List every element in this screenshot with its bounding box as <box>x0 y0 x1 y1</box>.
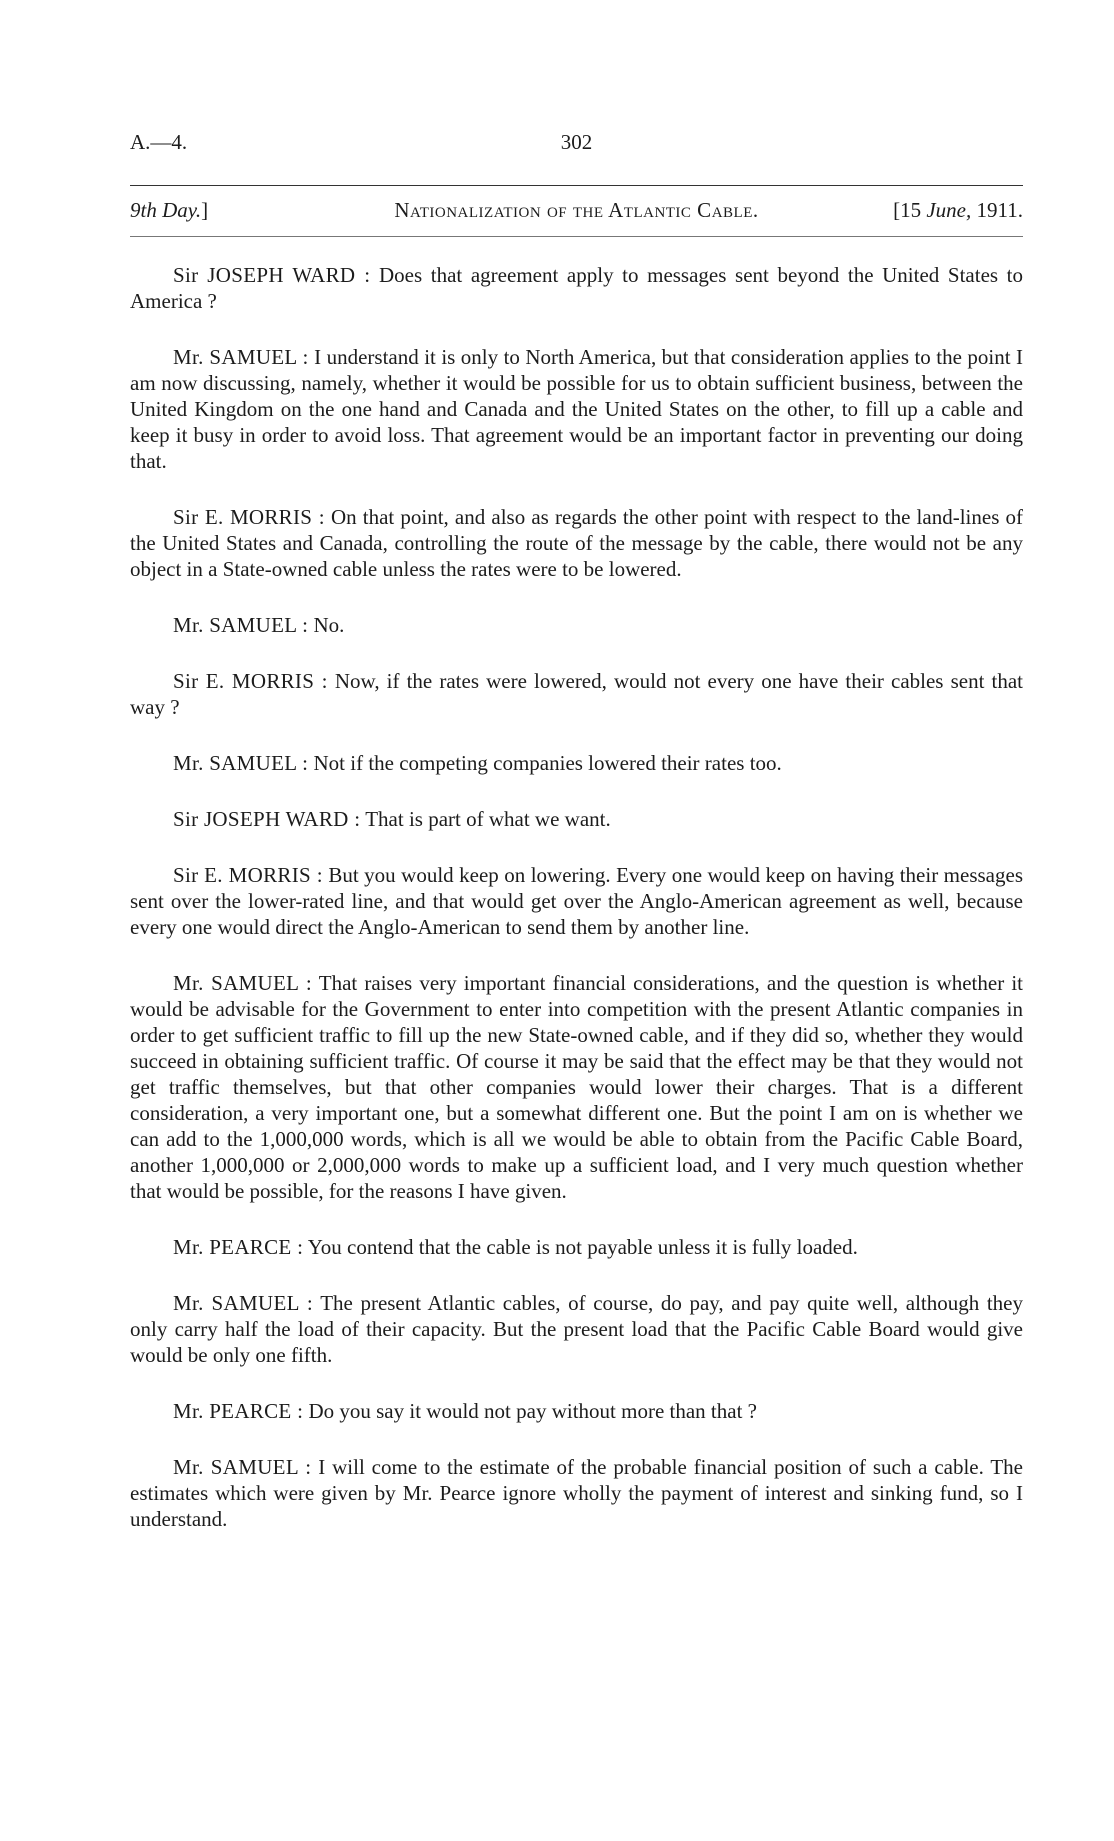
speech-text: You contend that the cable is not payable unless it is fully loaded. <box>303 1235 858 1259</box>
day-label-bracket: ] <box>201 198 209 222</box>
paragraph-12 <box>130 1398 1023 1424</box>
paragraph-2 <box>130 344 1023 474</box>
speaker-name: Sir JOSEPH WARD : <box>173 263 371 287</box>
speech-text: The present Atlantic cables, of course, do pay, and pay quite well, although they only carry half the load of their capacity. But the present load that the Pacific Cable Board would give would be only one fifth. <box>130 1291 1024 1367</box>
speaker-name: Sir E. MORRIS : <box>173 669 328 693</box>
header-rule-top <box>130 185 1023 186</box>
speech-text: But you would keep on lowering. Every one would keep on having their messages sent over the lower-rated line, and that would get over the Anglo-American agreement as well, because every one would direct the Anglo-American to send them by another line. <box>130 863 1023 939</box>
running-date <box>893 198 1023 223</box>
speaker-name: Mr. SAMUEL : <box>173 751 309 775</box>
paragraph-8 <box>130 862 1023 940</box>
speaker-name: Mr. SAMUEL : <box>173 1291 313 1315</box>
speech-text: Does that agreement apply to messages sent beyond the United States to America ? <box>130 263 1023 313</box>
paragraph-13 <box>130 1454 1023 1532</box>
date-year: 1911. <box>971 198 1023 222</box>
speech-text: Now, if the rates were lowered, would not every one have their cables sent that way ? <box>130 669 1023 719</box>
speaker-name: Sir E. MORRIS : <box>173 863 323 887</box>
paragraph-7 <box>130 806 1023 832</box>
page-number: 302 <box>560 130 593 154</box>
date-prefix: [15 <box>893 198 927 222</box>
document-reference: A.—4. <box>130 130 188 154</box>
speech-text: Not if the competing companies lowered their rates too. <box>308 751 782 775</box>
running-title: Nationalization of the Atlantic Cable. <box>394 198 759 222</box>
paragraph-5 <box>130 668 1023 720</box>
speaker-name: Mr. SAMUEL : <box>173 613 309 637</box>
paragraph-1 <box>130 262 1023 314</box>
running-head <box>130 198 1023 228</box>
date-month: June, <box>926 198 972 222</box>
speech-text: That is part of what we want. <box>360 807 611 831</box>
speech-text: I understand it is only to North America, but that consideration applies to the point I am now discussing, namely, whether it would be possible for us to obtain sufficient business, between the United Kingdom on the one hand and Canada and the United States on the other, to fill up a cable and keep it busy in order to avoid loss. That agreement would be an important factor in preventing our doing that. <box>130 345 1023 473</box>
speech-text: I will come to the estimate of the probable financial position of such a cable. The estimates which were given by Mr. Pearce ignore wholly the payment of interest and sinking fund, so I understand. <box>130 1455 1023 1531</box>
speech-text: That raises very important financial considerations, and the question is whether it would be advisable for the Government to enter into competition with the present Atlantic companies in order to get sufficient traffic to fill up the new State-owned cable, and if they did so, whether they would succeed in obtaining sufficient traffic. Of course it may be said that the effect may be that they would not get traffic themselves, but that other companies would lower their charges. That is a different consideration, a very important one, but a somewhat different one. But the point I am on is whether we can add to the 1,000,000 words, which is all we would be able to obtain from the Pacific Cable Board, another 1,000,000 or 2,000,000 words to make up a sufficient load, and I very much question whether that would be possible, for the reasons I have given. <box>130 971 1023 1203</box>
day-label-text: 9th Day. <box>130 198 202 222</box>
paragraph-10 <box>130 1234 1023 1260</box>
paragraph-11 <box>130 1290 1023 1368</box>
page-header <box>130 130 1023 160</box>
paragraph-9 <box>130 970 1023 1204</box>
speech-text: Do you say it would not pay without more than that ? <box>303 1399 757 1423</box>
speaker-name: Sir JOSEPH WARD : <box>173 807 361 831</box>
speech-text: No. <box>308 613 345 637</box>
speaker-name: Mr. PEARCE : <box>173 1399 304 1423</box>
speaker-name: Mr. SAMUEL : <box>173 1455 312 1479</box>
speech-text: On that point, and also as regards the other point with respect to the land-lines of the United States and Canada, controlling the route of the message by the cable, there would not be any object in a State-owned cable unless the rates were to be lowered. <box>130 505 1023 581</box>
paragraph-3 <box>130 504 1023 582</box>
speaker-name: Sir E. MORRIS : <box>173 505 325 529</box>
speaker-name: Mr. SAMUEL : <box>173 345 309 369</box>
paragraph-6 <box>130 750 1023 776</box>
header-rule-bottom <box>130 236 1023 237</box>
speaker-name: Mr. PEARCE : <box>173 1235 304 1259</box>
paragraph-4 <box>130 612 1023 638</box>
speaker-name: Mr. SAMUEL : <box>173 971 313 995</box>
transcript-body <box>130 262 1023 1532</box>
